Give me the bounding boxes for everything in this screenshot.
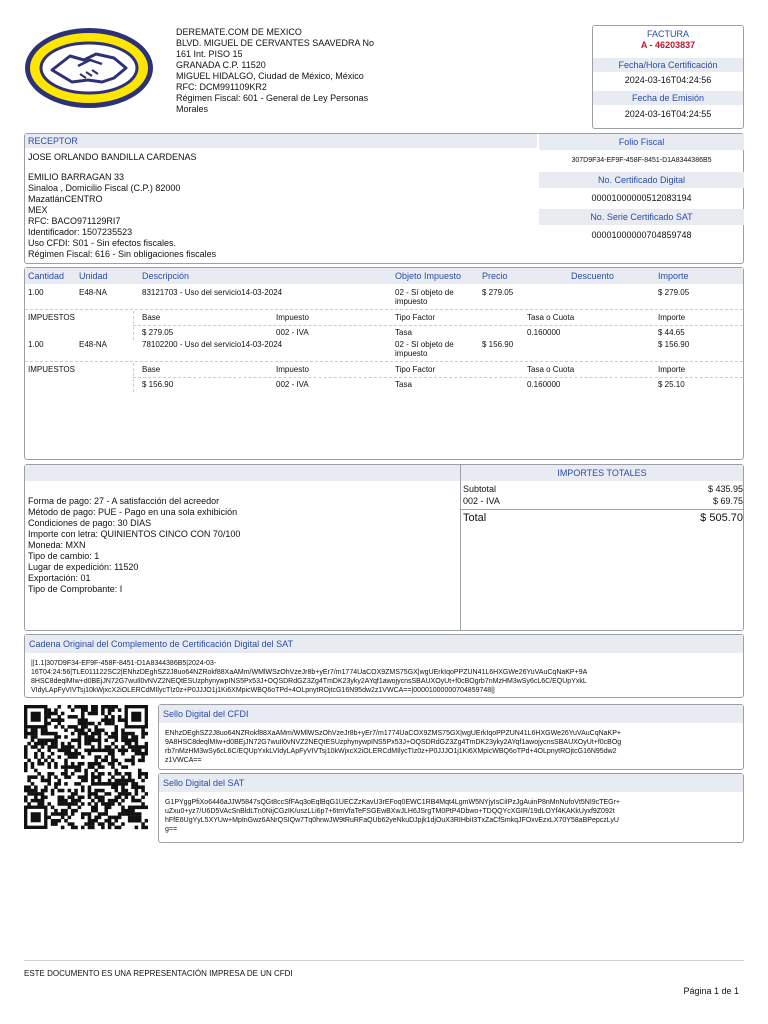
sello-sat-line: g== <box>165 826 178 833</box>
sello-cfdi-line: z1VWCA== <box>165 757 202 764</box>
issuer-rfc: RFC: DCM991109KR2 <box>176 82 267 92</box>
invoice-number: A - 46203837 <box>640 40 696 50</box>
concepts-header-row <box>25 268 743 284</box>
issuer-address-line: 161 Int. PISO 15 <box>176 49 243 59</box>
tax-rate: 0.160000 <box>527 380 561 389</box>
total-value: $ 505.70 <box>700 512 743 524</box>
footer-divider <box>24 960 744 961</box>
item-price: $ 156.90 <box>482 340 514 349</box>
tax-col-tipo-factor: Tipo Factor <box>395 313 436 322</box>
item-objeto-cont: impuesto <box>395 297 428 306</box>
sello-sat-line: uZxu0+yz7/U6D5VAcSnBldLTn0NijCGzIK/uszLLi6p7+6tmVfaTeFSGEwBXwJLH6JSrgTM0PtP4Dbwo+TDQQYcXGIR/19dLOYf4KAKkUyxf9Z092t <box>165 808 615 815</box>
tax-name: 002 - IVA <box>276 328 309 337</box>
folio-value: 307D9F34-EF9F-458F-8451-D1A8344386B5 <box>571 157 712 164</box>
cert-date-value: 2024-03-16T04:24:56 <box>624 75 712 85</box>
col-descripcion: Descripción <box>142 271 190 281</box>
receptor-identificador: Identificador: 1507235523 <box>28 227 133 237</box>
col-precio: Precio <box>482 271 508 281</box>
cadena-original-box <box>24 634 744 698</box>
cadena-line: 8HSC8deqlMIw+d0BEjJN72G7wuIl0vNVZ2NEQtESUzphynywpINS5Px53J+OQSDRdGZ3Zg4TmDK23yky2AYqf1awojycnsSBAUXOyUt+f0cBOgrb7nMzHM3wSy6cL6C/EQUpYxkL <box>31 678 587 685</box>
row-divider <box>25 361 743 362</box>
sat-serie-label: No. Serie Certificado SAT <box>539 209 744 225</box>
page-number: Página 1 de 1 <box>683 986 739 996</box>
item-description: 83121703 - Uso del servicio14-03-2024 <box>142 288 283 297</box>
receptor-details <box>28 152 528 260</box>
receptor-regimen: Régimen Fiscal: 616 - Sin obligaciones fiscales <box>28 249 217 259</box>
issuer-regimen: Régimen Fiscal: 601 - General de Ley Personas <box>176 93 369 103</box>
receptor-state: Sinaloa , Domicilio Fiscal (C.P.) 82000 <box>28 183 181 193</box>
folio-label: Folio Fiscal <box>539 134 744 150</box>
item-objeto-cont: impuesto <box>395 349 428 358</box>
tax-col-tasa: Tasa o Cuota <box>527 365 575 374</box>
sello-sat-header: Sello Digital del SAT <box>159 774 743 792</box>
tax-col-tasa: Tasa o Cuota <box>527 313 575 322</box>
emission-date-label: Fecha de Emisión <box>593 91 743 105</box>
sat-serie-value: 00001000000704859748 <box>591 230 692 240</box>
item-amount: $ 279.05 <box>658 288 690 297</box>
cadena-line: VIdyLApFyVIVTsj10kWjxcX2iOLERCdMIlycTIz0z+P0JJJO1j1Ki6XMpicWBQ6oTPd+4OLpnytROjtcG16N95dw2z1VWCA==|00001000000704859748|| <box>31 687 495 694</box>
receptor-box <box>24 133 744 264</box>
company-logo <box>22 26 156 110</box>
sello-cfdi-line: ENhzDEghSZ2J8uo64NZRokf88XaAMm/WMlWSzOhVzeJr8b+yEr7/m1774UaCOX9ZMS75GX|wgUErkIqoPPZUN41L6HXGWe26YuVAuCqNaKP+ <box>165 730 621 737</box>
receptor-country: MEX <box>28 205 48 215</box>
col-unidad: Unidad <box>79 271 108 281</box>
item-objeto: 02 - Sí objeto de <box>395 340 454 349</box>
sello-cfdi-line: rb7nMzHM3wSy6cL6C/EQUpYxkLVIdyLApFyVIVTsj10kWjxcX2iOLERCdMIlycTIz0z+P0JJJO1j1Ki6XMpicWBQ6oTPd+4OLpnytROjtcG16N95dw2 <box>165 748 617 755</box>
cadena-line: ||1.1|307D9F34-EF9F-458F-8451-D1A8344386B5|2024-03- <box>31 660 217 667</box>
row-divider <box>133 377 743 378</box>
issuer-address-line: BLVD. MIGUEL DE CERVANTES SAAVEDRA No <box>176 38 375 48</box>
sello-sat-text <box>165 798 739 834</box>
totals-section <box>461 465 743 526</box>
item-amount: $ 156.90 <box>658 340 690 349</box>
invoice-box <box>592 25 744 129</box>
tax-col-tipo-factor: Tipo Factor <box>395 365 436 374</box>
receptor-name: JOSE ORLANDO BANDILLA CARDENAS <box>28 152 197 162</box>
tax-rate: 0.160000 <box>527 328 561 337</box>
metodo-pago: Método de pago: PUE - Pago en una sola exhibición <box>28 507 238 517</box>
subtotal-row <box>461 484 743 496</box>
total-label: Total <box>463 512 487 524</box>
totals-header: IMPORTES TOTALES <box>461 465 743 481</box>
tax-row <box>25 328 743 340</box>
fiscal-info <box>539 134 744 241</box>
exportacion: Exportación: 01 <box>28 573 91 583</box>
issuer-address-line: MIGUEL HIDALGO, Ciudad de México, México <box>176 71 364 81</box>
subtotal-value: $ 435.95 <box>707 484 743 494</box>
concept-row <box>25 288 743 310</box>
item-unit: E48-NA <box>79 340 108 349</box>
sello-sat-line: hFfE6UgYyL5XYUw+MpInGwz6ANrQSIQw7Tq0hnwJW9tRuRFaQUb62yeNkuDJpjk1djOuX3RIHbiI3TxZaCfSmkqJFOxvEzxLX70Y58aBPepczLyU <box>165 817 619 824</box>
qr-code <box>24 703 148 831</box>
forma-pago: Forma de pago: 27 - A satisfacción del acreedor <box>28 496 220 506</box>
cert-digital-value: 00001000000512083194 <box>591 193 692 203</box>
col-importe: Importe <box>658 271 689 281</box>
cert-digital-label: No. Certificado Digital <box>539 172 744 188</box>
tax-factor: Tasa <box>395 380 412 389</box>
item-description: 78102200 - Uso del servicio14-03-2024 <box>142 340 283 349</box>
sello-sat-line: G1PYggPfiXo6446aJJW5847sQGt8ccSfFAq3oEqlBqG1UECZzKavU3rEFoq0EWC1RB4Mqt4LgmW5NYjyIsCiIPzJgAuinP8nMnNufoVt5NI9cTEGr+ <box>165 799 620 806</box>
condiciones-pago: Condiciones de pago: 30 DIAS <box>28 518 152 528</box>
invoice-title: FACTURA <box>646 29 689 39</box>
receptor-city: MazatlánCENTRO <box>28 194 103 204</box>
tax-col-impuesto: Impuesto <box>276 365 309 374</box>
issuer-name: DEREMATE.COM DE MEXICO <box>176 27 302 37</box>
tax-row <box>25 380 743 392</box>
concepts-box <box>24 267 744 460</box>
col-descuento: Descuento <box>571 271 615 281</box>
item-unit: E48-NA <box>79 288 108 297</box>
footer-note: ESTE DOCUMENTO ES UNA REPRESENTACIÓN IMPRESA DE UN CFDI <box>24 969 293 978</box>
row-divider <box>25 309 743 310</box>
tipo-comprobante: Tipo de Comprobante: I <box>28 584 123 594</box>
sello-cfdi-line: 9A8HSC8deqlMIw+d0BEjJN72G7wuIl0vNVZ2NEQtESUzphynywpINS5Px53J+OQSDRdGZ3Zg4TmDK23yky2AYqf1awojycnsSBAUXOyUt+f0cBOg <box>165 739 622 746</box>
tax-name: 002 - IVA <box>276 380 309 389</box>
moneda: Moneda: MXN <box>28 540 86 550</box>
cadena-line: 16T04:24:56|TLE011122SC2|ENhzDEghSZ2J8uo64NZRokf88XaAMm/WMlWSzOhVzeJr8b+yEr7/m1774UaCOX9ZMS75GX|wgUErkIqoPPZUN41L6HXGWe26YuVAuCqNaKP+9A <box>31 669 588 676</box>
totals-divider <box>461 509 743 510</box>
tax-col-base: Base <box>142 365 161 374</box>
item-objeto: 02 - Sí objeto de <box>395 288 454 297</box>
sello-cfdi-box <box>158 704 744 770</box>
sello-sat-box <box>158 773 744 843</box>
item-price: $ 279.05 <box>482 288 514 297</box>
tax-col-impuestos: IMPUESTOS <box>28 313 75 322</box>
col-cantidad: Cantidad <box>28 271 65 281</box>
sello-cfdi-text <box>165 729 739 765</box>
iva-row <box>461 496 743 508</box>
cert-date-label: Fecha/Hora Certificación <box>593 58 743 72</box>
tax-col-impuesto: Impuesto <box>276 313 309 322</box>
row-divider <box>133 325 743 326</box>
lugar-expedicion: Lugar de expedición: 11520 <box>28 562 139 572</box>
tax-col-impuestos: IMPUESTOS <box>28 365 75 374</box>
subtotal-label: Subtotal <box>463 484 497 494</box>
tax-col-importe: Importe <box>658 365 686 374</box>
receptor-street: EMILIO BARRAGAN 33 <box>28 172 125 182</box>
receptor-uso-cfdi: Uso CFDI: S01 - Sin efectos fiscales. <box>28 238 177 248</box>
receptor-rfc: RFC: BACO971129RI7 <box>28 216 121 226</box>
tax-amount: $ 25.10 <box>658 380 685 389</box>
tax-col-importe: Importe <box>658 313 686 322</box>
emission-date-value: 2024-03-16T04:24:55 <box>624 109 712 119</box>
item-qty: 1.00 <box>28 340 44 349</box>
iva-label: 002 - IVA <box>463 496 500 506</box>
tax-base: $ 156.90 <box>142 380 174 389</box>
importe-letra: Importe con letra: QUINIENTOS CINCO CON 70/100 <box>28 529 241 539</box>
tax-col-base: Base <box>142 313 161 322</box>
issuer-info <box>176 27 416 115</box>
cadena-text <box>31 659 737 695</box>
tax-amount: $ 44.65 <box>658 328 685 337</box>
issuer-regimen-cont: Morales <box>176 104 209 114</box>
payment-info <box>28 496 448 595</box>
payment-header-bar <box>25 465 460 481</box>
tipo-cambio: Tipo de cambio: 1 <box>28 551 100 561</box>
sello-cfdi-header: Sello Digital del CFDI <box>159 705 743 723</box>
col-objeto-impuesto: Objeto Impuesto <box>395 271 462 281</box>
issuer-address-line: GRANADA C.P. 11520 <box>176 60 266 70</box>
tax-base: $ 279.05 <box>142 328 174 337</box>
concept-row <box>25 340 743 362</box>
item-qty: 1.00 <box>28 288 44 297</box>
tax-factor: Tasa <box>395 328 412 337</box>
cadena-header: Cadena Original del Complemento de Certificación Digital del SAT <box>25 635 743 653</box>
receptor-header: RECEPTOR <box>25 134 537 148</box>
payment-totals-box <box>24 464 744 631</box>
iva-value: $ 69.75 <box>712 496 743 506</box>
total-row <box>461 512 743 526</box>
